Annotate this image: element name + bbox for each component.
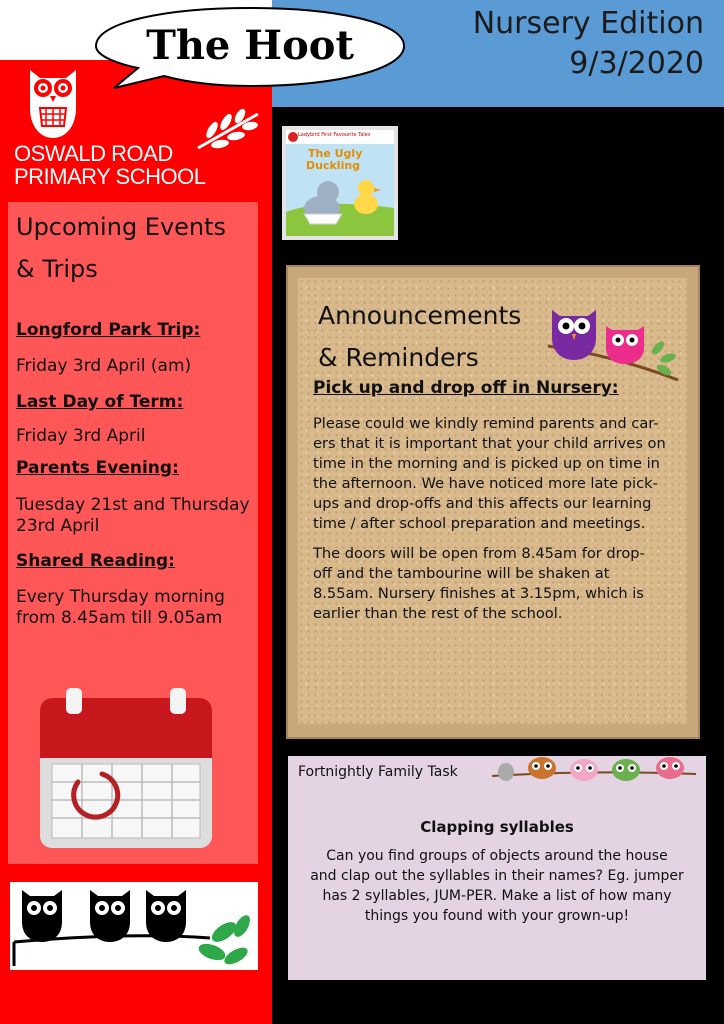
school-name-line1: OSWALD ROAD: [14, 141, 173, 166]
text-line: Please could we kindly remind parents and car-: [313, 415, 659, 432]
announcement-paragraph-1: [313, 414, 681, 534]
announcements-title-line2: & Reminders: [318, 343, 479, 372]
event-text: Friday 3rd April: [16, 426, 146, 446]
text-line: has 2 syllables, JUM-PER. Make a list of how many: [322, 888, 672, 904]
events-title-line2: & Trips: [16, 255, 98, 283]
edition-block: [473, 4, 704, 84]
owls-branch-illustration: [10, 882, 258, 970]
event-text: [16, 587, 260, 629]
school-name-line2: PRIMARY SCHOOL: [14, 164, 206, 189]
event-text-line: Every Thursday morning: [16, 587, 225, 607]
owl-logo-icon: [22, 64, 84, 140]
book-title-line1: The Ugly: [308, 147, 363, 160]
event-label: Last Day of Term:: [16, 392, 184, 412]
leaf-branch-icon: [196, 108, 262, 152]
text-line: ers that it is important that your child arrives on: [313, 435, 666, 452]
events-title: [16, 206, 256, 290]
text-line: and clap out the syllables in their names? Eg. jumper: [310, 868, 684, 884]
text-line: 8.55am. Nursery finishes at 3.15pm, which is: [313, 585, 644, 602]
event-text: [16, 495, 260, 537]
school-name: [14, 142, 205, 188]
family-task-text: [300, 846, 694, 926]
event-text-line: from 8.45am till 9.05am: [16, 608, 223, 628]
announcement-paragraph-2: [313, 544, 681, 624]
calendar-icon: [38, 688, 214, 852]
edition-date: 9/3/2020: [569, 46, 704, 81]
announcement-heading: Pick up and drop off in Nursery:: [313, 378, 619, 398]
text-line: time / after school preparation and meetings.: [313, 515, 646, 532]
owls-row-icon: [492, 756, 696, 786]
colorful-owls-icon: [546, 300, 682, 384]
family-task-panel: [288, 756, 706, 980]
book-series: Ladybird First Favourite Tales: [298, 132, 371, 138]
text-line: earlier than the rest of the school.: [313, 605, 563, 622]
event-text-line: 23rd April: [16, 516, 100, 536]
text-line: off and the tambourine will be shaken at: [313, 565, 610, 582]
announcements-title: [318, 295, 521, 379]
book-cover-text: [286, 130, 394, 172]
edition-name: Nursery Edition: [472, 6, 704, 41]
family-task-heading: Clapping syllables: [420, 818, 574, 836]
newsletter-title: The Hoot: [146, 22, 354, 69]
event-text-line: Tuesday 21st and Thursday: [16, 495, 250, 515]
event-label: Longford Park Trip:: [16, 320, 201, 340]
text-line: ups and drop-offs and this affects our learning: [313, 495, 652, 512]
text-line: The doors will be open from 8.45am for drop-: [313, 545, 645, 562]
text-line: things you found with your grown-up!: [364, 908, 630, 924]
events-title-line1: Upcoming Events: [16, 213, 227, 241]
event-label: Shared Reading:: [16, 551, 175, 571]
announcements-title-line1: Announcements: [318, 301, 522, 330]
event-label: Parents Evening:: [16, 458, 179, 478]
family-task-title: Fortnightly Family Task: [298, 764, 458, 780]
book-title-line2: Duckling: [306, 159, 361, 172]
text-line: the afternoon. We have noticed more late pick-: [313, 475, 658, 492]
text-line: Can you find groups of objects around the house: [326, 848, 668, 864]
event-text: Friday 3rd April (am): [16, 356, 192, 376]
text-line: time in the morning and is picked up on time in: [313, 455, 660, 472]
